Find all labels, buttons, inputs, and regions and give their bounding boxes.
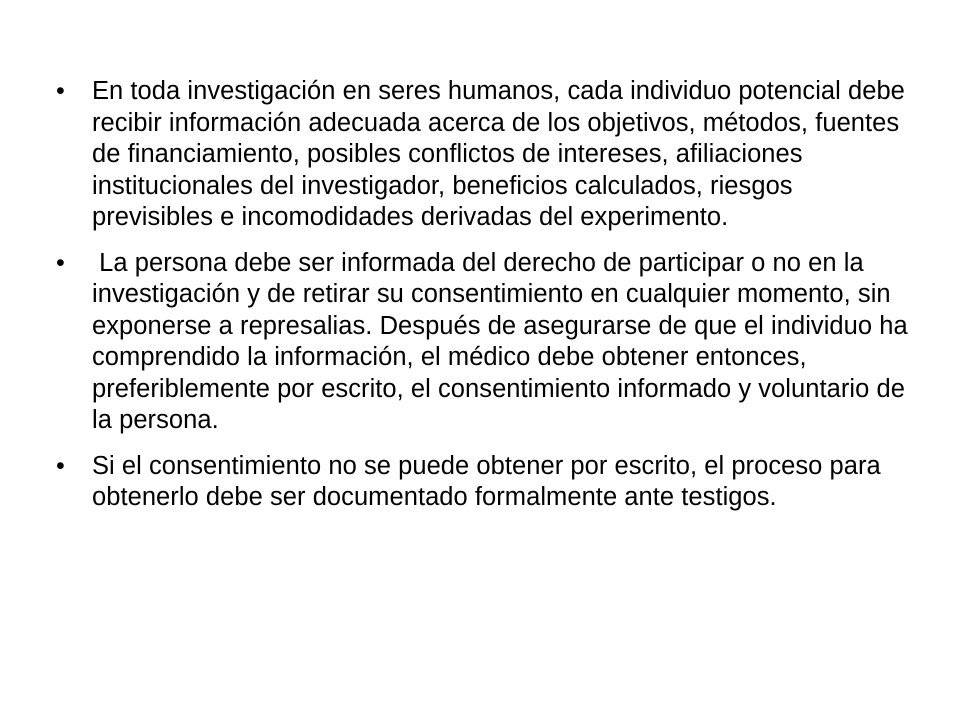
bullet-text: Si el consentimiento no se puede obtener por escrito, el proceso para obtenerlo debe ser documentado formalmente ante testigos. xyxy=(92,451,881,511)
bullet-item-derecho xyxy=(56,248,916,437)
bullet-text: En toda investigación en seres humanos, cada individuo potencial debe recibir información adecuada acerca de los objetivos, métodos, fuentes de financiamiento, posibles conflictos de intereses, afiliaciones institucionales del investigador, beneficios calculados, riesgos previsibles e incomodidades derivadas del experimento. xyxy=(92,77,905,231)
bullet-marker: • xyxy=(56,77,65,105)
bullet-marker: • xyxy=(56,248,65,277)
bullet-item-testigos xyxy=(56,451,916,514)
bullet-text: La persona debe ser informada del derecho de participar o no en la investigación y de retirar su consentimiento en cualquier momento, sin exponerse a represalias. Después de asegurarse de que el individuo ha comprendido la información, el médico debe obtener entonces, preferiblemente por escrito, el consentimiento informado y voluntario de la persona. xyxy=(92,248,915,434)
bullet-list xyxy=(56,76,916,528)
bullet-item-informacion xyxy=(56,76,916,234)
bullet-marker: • xyxy=(56,451,65,480)
